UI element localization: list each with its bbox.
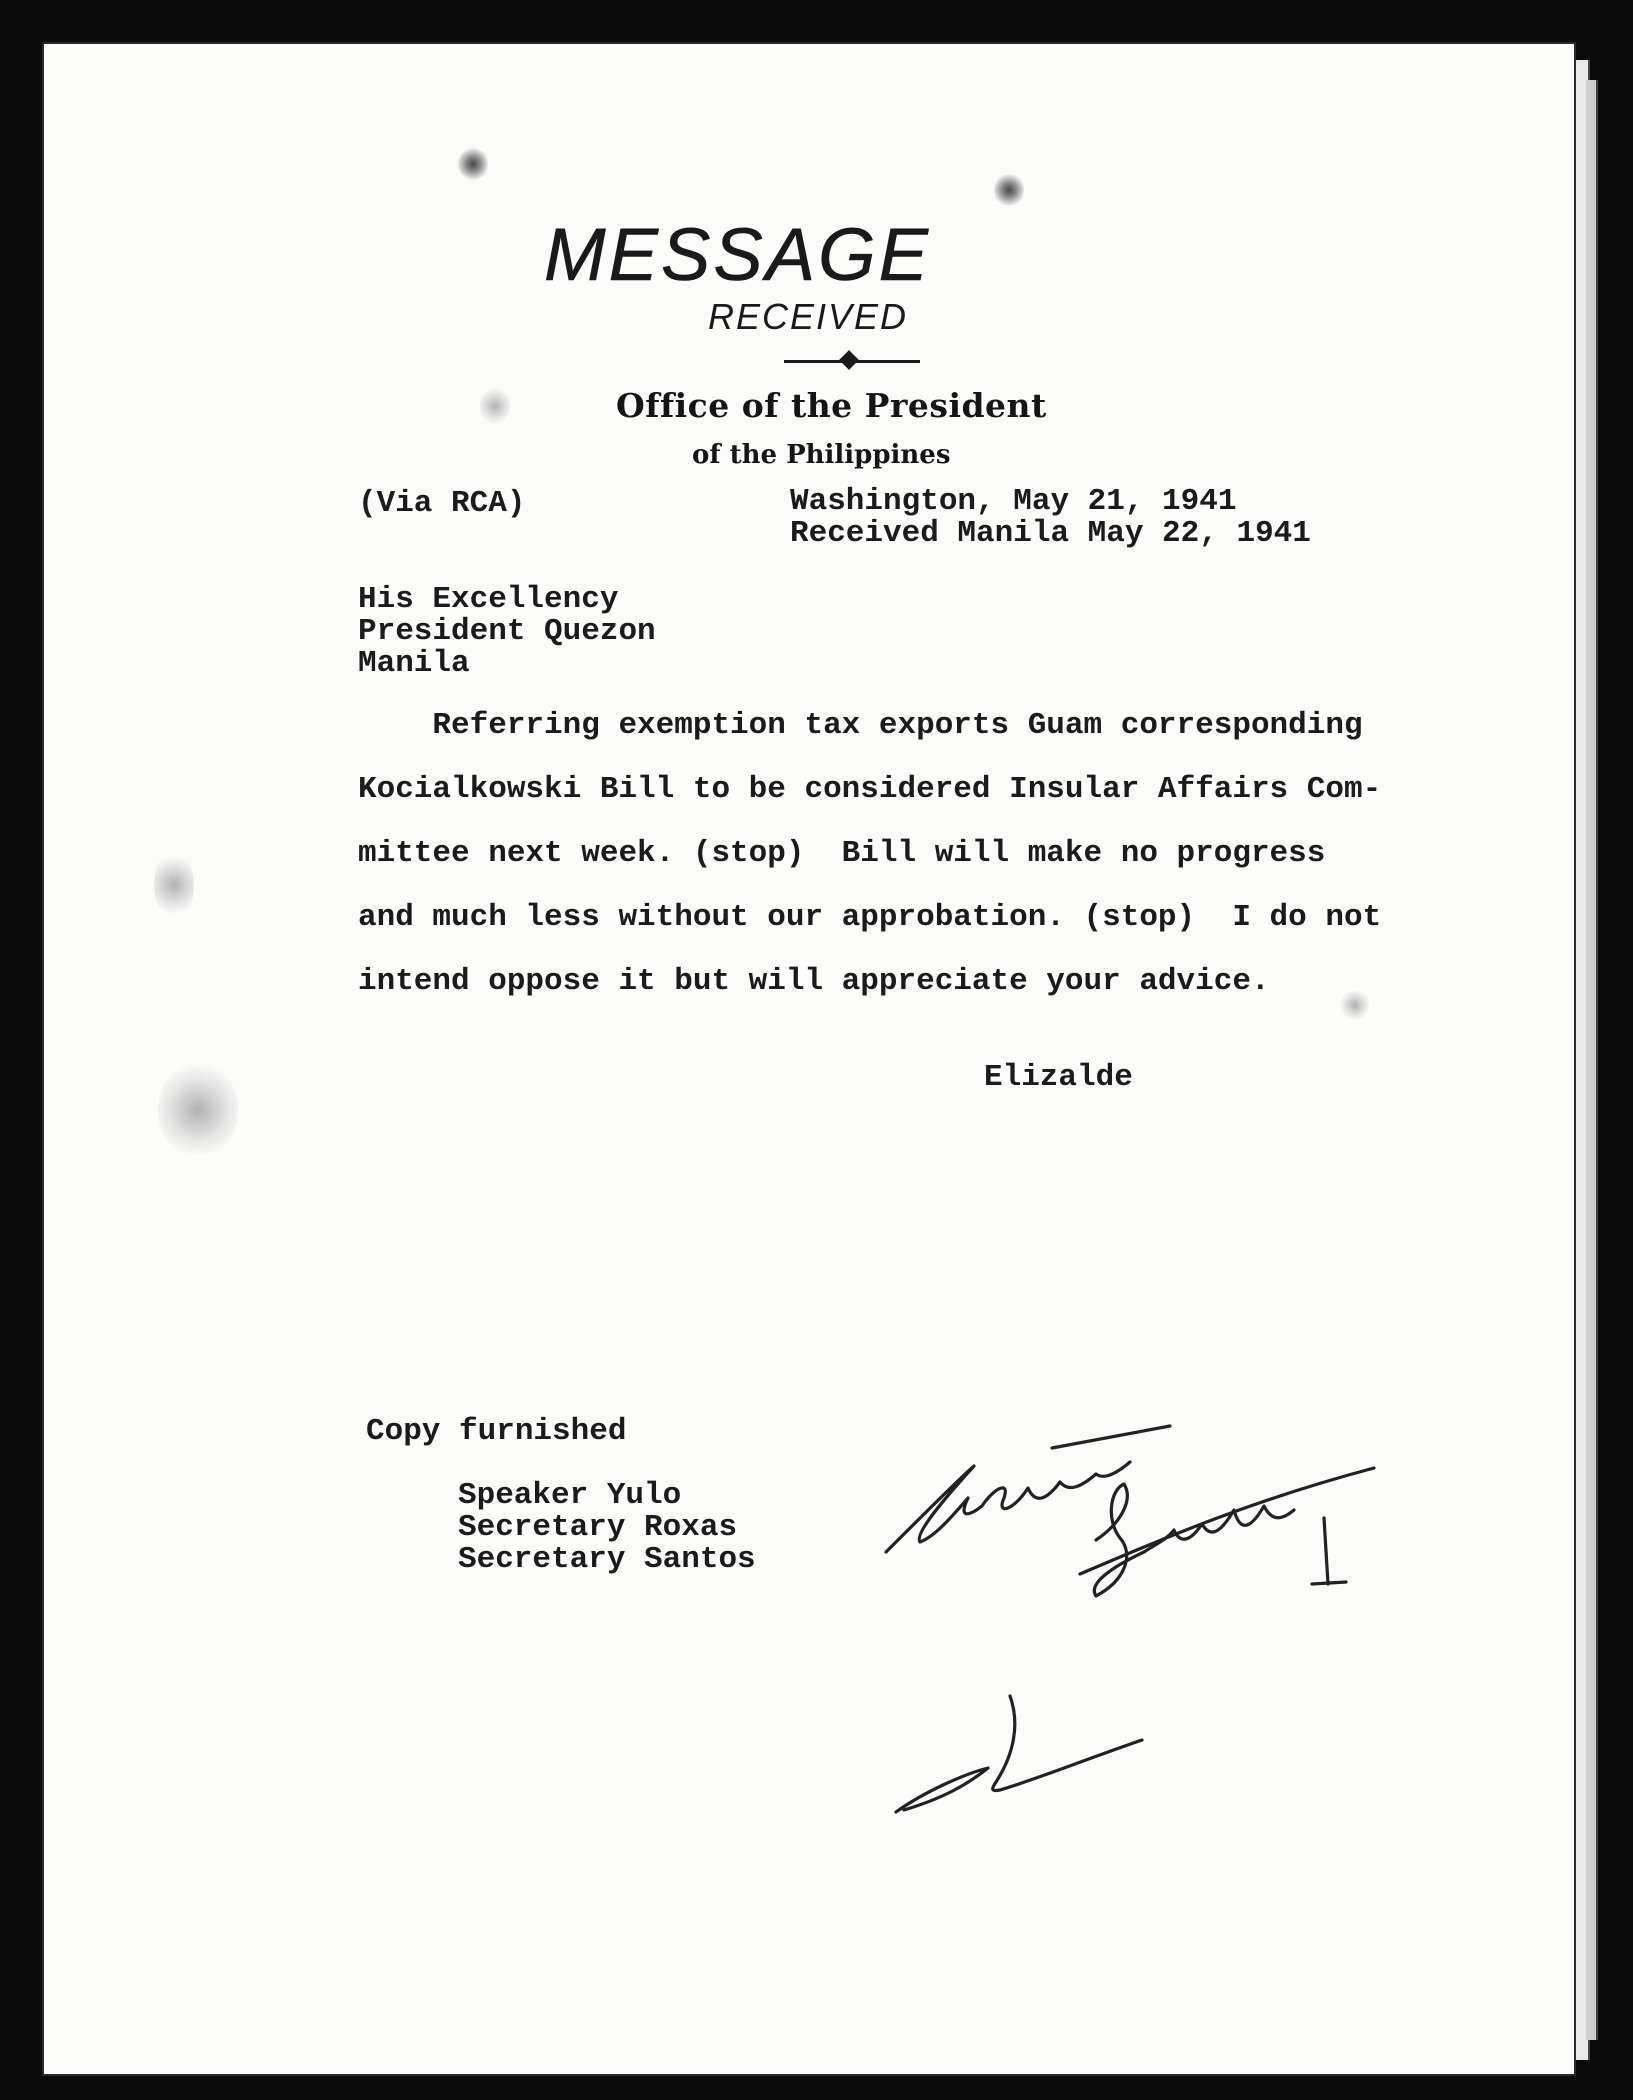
copy-furnished-label: Copy furnished (366, 1414, 627, 1449)
addressee-name: President Quezon (358, 614, 656, 649)
sender-name: Elizalde (984, 1060, 1133, 1095)
routing-note: (Via RCA) (358, 486, 526, 521)
underlying-sheet-edge-2 (1586, 80, 1598, 2040)
bleed-through-text (384, 868, 1008, 891)
handwritten-annotation (884, 1284, 1404, 1824)
message-body-line: mittee next week. (stop) Bill will make no progress (358, 836, 1326, 871)
message-body-line: Kocialkowski Bill to be considered Insular Affairs Com- (358, 772, 1382, 807)
scan-smudge (158, 1060, 238, 1160)
punch-hole-right (994, 172, 1024, 208)
letterhead-title: MESSAGE (544, 213, 931, 296)
office-name: Office of the President (616, 386, 1047, 425)
message-body-line: Referring exemption tax exports Guam corresponding (358, 708, 1363, 743)
message-body-line: and much less without our approbation. (stop) I do not (358, 900, 1382, 935)
message-body-line: intend oppose it but will appreciate your advice. (358, 964, 1270, 999)
letterhead-ornament (839, 350, 859, 370)
letterhead-subtitle: RECEIVED (708, 296, 909, 337)
office-country: of the Philippines (692, 440, 951, 470)
addressee-city: Manila (358, 646, 470, 681)
received-dateline: Received Manila May 22, 1941 (790, 516, 1311, 551)
addressee-title: His Excellency (358, 582, 619, 617)
copy-recipient: Speaker Yulo (458, 1478, 682, 1513)
sent-dateline: Washington, May 21, 1941 (790, 484, 1237, 519)
message-sheet (44, 44, 1574, 2074)
copy-recipient: Secretary Roxas (458, 1510, 738, 1545)
scan-smudge (154, 850, 194, 920)
copy-recipient: Secretary Santos (458, 1542, 756, 1577)
scan-smudge (480, 386, 510, 426)
punch-hole-left (458, 146, 488, 182)
scan-smudge (1340, 990, 1370, 1020)
